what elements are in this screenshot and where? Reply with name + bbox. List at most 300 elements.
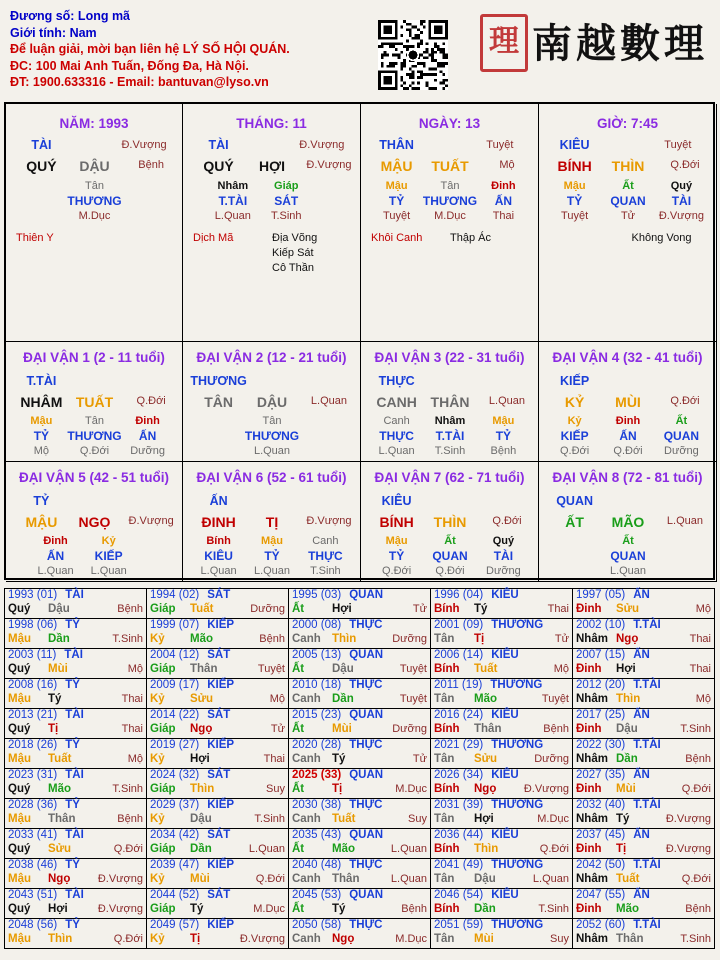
dai-van-stem: TÂN bbox=[204, 394, 233, 410]
year-cell bbox=[573, 589, 715, 619]
year-ten-god: THƯƠNG bbox=[491, 619, 544, 631]
year-label: 2020 (28) bbox=[292, 739, 342, 751]
year-ten-god: THƯƠNG bbox=[491, 799, 544, 811]
year-cell bbox=[5, 919, 147, 949]
year-label: 2044 (52) bbox=[150, 889, 200, 901]
year-phase: Dưỡng bbox=[534, 753, 569, 765]
year-stem: Giáp bbox=[150, 843, 176, 855]
year-ten-god: TÀI bbox=[65, 589, 84, 601]
year-phase: L.Quan bbox=[532, 873, 569, 885]
hidden-ten-god: KIÊU bbox=[204, 549, 233, 563]
year-cell bbox=[147, 769, 289, 799]
year-cell bbox=[431, 589, 573, 619]
year-label: 2043 (51) bbox=[8, 889, 58, 901]
year-branch: Hợi bbox=[48, 903, 68, 915]
year-phase: Mộ bbox=[269, 693, 285, 705]
year-branch: Dần bbox=[190, 843, 212, 855]
hidden-ten-god: ẤN bbox=[494, 194, 513, 208]
year-stem: Ất bbox=[292, 663, 305, 675]
year-phase: Mộ bbox=[553, 663, 569, 675]
year-branch: Mão bbox=[474, 693, 497, 705]
year-cell bbox=[573, 889, 715, 919]
hidden-phase: Tuyệt bbox=[383, 210, 411, 222]
year-cell bbox=[431, 619, 573, 649]
hidden-phase: L.Quan bbox=[90, 565, 127, 577]
year-cell bbox=[573, 859, 715, 889]
year-label: 2017 (25) bbox=[576, 709, 626, 721]
year-stem: Quý bbox=[8, 663, 31, 675]
hidden-phase: T.Sinh bbox=[310, 565, 341, 577]
year-label: 2030 (38) bbox=[292, 799, 342, 811]
year-branch: Mùi bbox=[616, 783, 636, 795]
year-phase: L.Quan bbox=[248, 843, 285, 855]
year-stem: Ất bbox=[292, 843, 305, 855]
hidden-ten-god: TÀI bbox=[493, 549, 514, 563]
year-cell bbox=[147, 589, 289, 619]
year-ten-god: T.TÀI bbox=[633, 919, 661, 931]
year-cell bbox=[147, 829, 289, 859]
year-branch: Mão bbox=[190, 633, 213, 645]
table-row bbox=[5, 859, 715, 889]
table-row bbox=[5, 919, 715, 949]
dai-van-branch: TUẤT bbox=[75, 394, 114, 410]
year-phase: Dưỡng bbox=[392, 723, 427, 735]
year-ten-god: QUAN bbox=[349, 889, 384, 901]
year-stem: Kỷ bbox=[150, 813, 165, 825]
year-label: 2006 (14) bbox=[434, 649, 484, 661]
gender: Giới tính: Nam bbox=[10, 25, 97, 40]
dai-van-cell bbox=[539, 462, 717, 582]
year-ten-god: ẤN bbox=[633, 589, 650, 601]
dai-van-phase: L.Quan bbox=[666, 515, 703, 527]
pillar-title: THÁNG: 11 bbox=[236, 116, 307, 131]
dai-van-ten-god: KIẾP bbox=[560, 374, 590, 388]
year-ten-god: THƯƠNG bbox=[490, 679, 543, 691]
year-stem: Quý bbox=[8, 603, 31, 615]
year-phase: Q.Đới bbox=[113, 843, 143, 855]
hidden-stem: Tân bbox=[440, 180, 460, 192]
year-cell bbox=[5, 649, 147, 679]
year-ten-god: THỰC bbox=[349, 619, 383, 631]
year-branch: Mùi bbox=[474, 933, 494, 945]
dai-van-phase: Q.Đới bbox=[492, 515, 522, 527]
year-phase: Q.Đới bbox=[539, 843, 569, 855]
year-ten-god: T.TÀI bbox=[633, 679, 661, 691]
year-stem: Tân bbox=[434, 873, 455, 885]
year-stem: Kỷ bbox=[150, 693, 165, 705]
year-ten-god: SÁT bbox=[207, 829, 231, 841]
year-ten-god: TÀI bbox=[65, 889, 84, 901]
dai-van-phase: L.Quan bbox=[488, 395, 525, 407]
year-label: 2042 (50) bbox=[576, 859, 626, 871]
year-label: 2018 (26) bbox=[8, 739, 58, 751]
year-cell bbox=[147, 919, 289, 949]
hidden-phase: L.Quan bbox=[37, 565, 74, 577]
year-label: 2009 (17) bbox=[150, 679, 200, 691]
year-phase: Tử bbox=[554, 633, 569, 645]
hidden-ten-god: THƯƠNG bbox=[67, 194, 122, 208]
contact-line: Để luận giải, mời bạn liên hệ LÝ SỐ HỘI QUÁN. bbox=[10, 42, 290, 56]
year-phase: Suy bbox=[408, 813, 427, 825]
pillar-growth-stage: Mộ bbox=[499, 159, 515, 171]
year-cell bbox=[289, 859, 431, 889]
year-branch: Tý bbox=[190, 903, 204, 915]
dai-van-cell bbox=[361, 342, 539, 462]
year-ten-god: TÀI bbox=[64, 649, 83, 661]
hidden-stem: Giáp bbox=[274, 180, 299, 192]
year-stem: Canh bbox=[292, 633, 321, 645]
hidden-phase: Thai bbox=[492, 210, 515, 222]
year-stem: Kỷ bbox=[150, 873, 165, 885]
star-right: Kiếp Sát bbox=[272, 247, 314, 259]
year-ten-god: TỶ bbox=[65, 919, 80, 931]
year-ten-god: KIẾP bbox=[207, 619, 235, 631]
year-stem: Nhâm bbox=[576, 633, 608, 645]
year-cell bbox=[573, 829, 715, 859]
hidden-ten-god: THỰC bbox=[379, 429, 414, 443]
dai-van-ten-god: QUAN bbox=[556, 494, 593, 508]
year-phase: Bệnh bbox=[117, 813, 143, 825]
hidden-stem: Nhâm bbox=[217, 180, 249, 192]
dai-van-title: ĐẠI VẬN 1 (2 - 11 tuổi) bbox=[23, 350, 165, 365]
dai-van-branch: TỊ bbox=[265, 514, 279, 530]
hidden-stem: Mậu bbox=[563, 180, 586, 192]
year-phase: Dưỡng bbox=[392, 633, 427, 645]
hidden-stem: Kỷ bbox=[101, 535, 116, 547]
pillar-growth-stage: Q.Đới bbox=[670, 159, 700, 171]
year-phase: Mộ bbox=[127, 753, 143, 765]
year-label: 1998 (06) bbox=[8, 619, 58, 631]
hidden-ten-god: TÀI bbox=[671, 194, 692, 208]
year-cell bbox=[431, 649, 573, 679]
year-label: 2008 (16) bbox=[8, 679, 58, 691]
table-row bbox=[5, 739, 715, 769]
year-label: 2033 (41) bbox=[8, 829, 58, 841]
year-phase: Tử bbox=[270, 723, 285, 735]
hidden-phase: Đ.Vượng bbox=[658, 210, 704, 222]
address-line: ĐC: 100 Mai Anh Tuấn, Đống Đa, Hà Nội. bbox=[10, 58, 249, 73]
dai-van-title: ĐẠI VẬN 6 (52 - 61 tuổi) bbox=[196, 470, 347, 485]
year-label: 1994 (02) bbox=[150, 589, 200, 601]
year-branch: Mùi bbox=[332, 723, 352, 735]
hidden-phase: Dưỡng bbox=[486, 565, 521, 577]
hidden-stem: Canh bbox=[312, 535, 339, 547]
year-stem: Tân bbox=[434, 753, 455, 765]
year-cell bbox=[289, 709, 431, 739]
year-stem: Nhâm bbox=[576, 753, 608, 765]
dai-van-cell bbox=[539, 342, 717, 462]
year-cell bbox=[5, 709, 147, 739]
year-branch: Sửu bbox=[190, 693, 214, 705]
year-ten-god: QUAN bbox=[349, 589, 384, 601]
year-branch: Thân bbox=[616, 933, 644, 945]
hidden-phase: Tuyệt bbox=[561, 210, 589, 222]
year-phase: Thai bbox=[121, 693, 143, 705]
year-label: 2039 (47) bbox=[150, 859, 200, 871]
dai-van-title: ĐẠI VẬN 7 (62 - 71 tuổi) bbox=[374, 470, 525, 485]
dai-van-title: ĐẠI VẬN 8 (72 - 81 tuổi) bbox=[552, 470, 703, 485]
year-branch: Mão bbox=[616, 903, 639, 915]
year-ten-god: SÁT bbox=[207, 709, 231, 721]
table-row bbox=[5, 679, 715, 709]
year-phase: Q.Đới bbox=[681, 873, 711, 885]
year-cell bbox=[289, 769, 431, 799]
year-ten-god: THỰC bbox=[349, 859, 383, 871]
year-label: 2037 (45) bbox=[576, 829, 626, 841]
year-branch: Tị bbox=[48, 723, 59, 735]
year-phase: M.Dục bbox=[253, 903, 285, 915]
year-stem: Ất bbox=[292, 783, 305, 795]
owner-name: Đương số: Long mã bbox=[10, 9, 131, 23]
year-stem: Tân bbox=[434, 633, 455, 645]
year-ten-god: T.TÀI bbox=[633, 799, 661, 811]
year-stem: Đinh bbox=[576, 723, 602, 735]
year-cell bbox=[289, 799, 431, 829]
year-branch: Thìn bbox=[474, 843, 499, 855]
pillar-growth-stage: Bệnh bbox=[138, 159, 164, 171]
pillar-stem-phase: Đ.Vượng bbox=[299, 139, 345, 151]
year-label: 2011 (19) bbox=[434, 679, 483, 691]
pillar-title: GIỜ: 7:45 bbox=[596, 116, 659, 131]
year-ten-god: THƯƠNG bbox=[491, 739, 544, 751]
year-stem: Giáp bbox=[150, 783, 176, 795]
year-phase: T.Sinh bbox=[680, 723, 711, 735]
hidden-stem: Quý bbox=[670, 180, 693, 192]
pillar-stem-phase: Đ.Vượng bbox=[121, 139, 167, 151]
year-label: 2048 (56) bbox=[8, 919, 58, 931]
hidden-stem: Canh bbox=[383, 415, 410, 427]
hidden-stem: Mậu bbox=[385, 535, 408, 547]
hidden-phase: Dưỡng bbox=[664, 445, 699, 457]
year-label: 2032 (40) bbox=[576, 799, 626, 811]
year-stem: Mậu bbox=[8, 753, 31, 765]
year-phase: Thai bbox=[547, 603, 569, 615]
year-phase: T.Sinh bbox=[254, 813, 285, 825]
hidden-stem: Đinh bbox=[491, 180, 516, 192]
year-ten-god: TỶ bbox=[65, 799, 80, 811]
year-stem: Đinh bbox=[576, 603, 602, 615]
year-label: 2038 (46) bbox=[8, 859, 58, 871]
year-branch: Thìn bbox=[332, 633, 357, 645]
year-ten-god: KIÊU bbox=[491, 589, 519, 601]
table-row bbox=[5, 619, 715, 649]
hidden-ten-god: QUAN bbox=[610, 549, 646, 563]
star-right: Không Vong bbox=[631, 232, 692, 244]
year-ten-god: SÁT bbox=[207, 589, 231, 601]
dai-van-branch: DẬU bbox=[256, 394, 288, 410]
year-cell bbox=[5, 769, 147, 799]
hidden-stem: Ất bbox=[622, 180, 634, 192]
year-phase: Bệnh bbox=[543, 723, 569, 735]
year-ten-god: QUAN bbox=[349, 769, 384, 781]
year-phase: M.Dục bbox=[537, 813, 569, 825]
year-branch: Dậu bbox=[190, 813, 212, 825]
star-left: Dịch Mã bbox=[193, 232, 234, 244]
year-branch: Ngọ bbox=[474, 783, 497, 795]
hidden-phase: Q.Đới bbox=[79, 445, 110, 457]
year-label: 2002 (10) bbox=[576, 619, 626, 631]
year-cell bbox=[5, 889, 147, 919]
chart-grid bbox=[4, 102, 715, 580]
year-phase: T.Sinh bbox=[680, 933, 711, 945]
hidden-ten-god: TỶ bbox=[388, 194, 405, 208]
dai-van-branch: MÃO bbox=[611, 514, 645, 530]
hidden-ten-god: T.TÀI bbox=[218, 194, 248, 208]
pillar-heavenly-stem: MẬU bbox=[380, 158, 413, 174]
year-ten-god: ẤN bbox=[633, 829, 650, 841]
hidden-stem: Đinh bbox=[43, 535, 68, 547]
year-label: 1996 (04) bbox=[434, 589, 484, 601]
year-cell bbox=[147, 709, 289, 739]
hidden-stem: Tân bbox=[85, 415, 104, 427]
year-label: 1999 (07) bbox=[150, 619, 200, 631]
year-ten-god: THƯƠNG bbox=[491, 859, 544, 871]
year-cell bbox=[431, 919, 573, 949]
year-cell bbox=[5, 589, 147, 619]
year-stem: Giáp bbox=[150, 903, 176, 915]
year-cell bbox=[431, 679, 573, 709]
pillar-heavenly-stem: QUÝ bbox=[203, 158, 234, 174]
hidden-ten-god: TỶ bbox=[495, 429, 512, 443]
year-stem: Bính bbox=[434, 663, 460, 675]
year-stem: Bính bbox=[434, 903, 460, 915]
year-label: 2003 (11) bbox=[8, 649, 57, 661]
star-left: Khôi Canh bbox=[371, 232, 423, 244]
year-branch: Tuất bbox=[190, 603, 214, 615]
year-phase: M.Dục bbox=[395, 933, 427, 945]
dai-van-ten-god: T.TÀI bbox=[26, 374, 57, 388]
year-label: 2015 (23) bbox=[292, 709, 342, 721]
hidden-phase: T.Sinh bbox=[270, 210, 302, 222]
hidden-stem: Tân bbox=[85, 180, 104, 192]
year-stem: Quý bbox=[8, 723, 31, 735]
year-branch: Dậu bbox=[48, 603, 70, 615]
hidden-ten-god: QUAN bbox=[610, 194, 646, 208]
year-label: 2052 (60) bbox=[576, 919, 626, 931]
year-label: 2047 (55) bbox=[576, 889, 626, 901]
year-ten-god: ẤN bbox=[633, 889, 650, 901]
year-phase: Bệnh bbox=[401, 903, 427, 915]
year-ten-god: T.TÀI bbox=[633, 739, 661, 751]
year-branch: Thân bbox=[48, 813, 76, 825]
year-branch: Ngọ bbox=[48, 873, 71, 885]
hidden-ten-god: QUAN bbox=[663, 429, 700, 443]
year-stem: Bính bbox=[434, 783, 460, 795]
year-branch: Dậu bbox=[474, 873, 496, 885]
year-stem: Quý bbox=[8, 903, 31, 915]
table-row bbox=[5, 829, 715, 859]
year-cell bbox=[5, 679, 147, 709]
hidden-phase: Tử bbox=[620, 210, 636, 222]
year-phase: L.Quan bbox=[390, 873, 427, 885]
hidden-phase: L.Quan bbox=[253, 565, 291, 577]
year-cell bbox=[147, 889, 289, 919]
year-ten-god: ẤN bbox=[633, 769, 650, 781]
year-phase: Thai bbox=[689, 663, 711, 675]
qr-code-icon[interactable] bbox=[378, 20, 448, 90]
year-branch: Dần bbox=[474, 903, 496, 915]
year-ten-god: THỰC bbox=[349, 799, 383, 811]
year-ten-god: KIÊU bbox=[491, 769, 519, 781]
dai-van-phase: Q.Đới bbox=[136, 395, 166, 407]
year-branch: Thìn bbox=[616, 693, 641, 705]
hidden-stem: Mậu bbox=[261, 535, 283, 547]
year-label: 2012 (20) bbox=[576, 679, 626, 691]
hidden-ten-god: QUAN bbox=[432, 549, 468, 563]
year-branch: Tuất bbox=[616, 873, 640, 885]
year-phase: Tuyệt bbox=[257, 663, 285, 675]
year-phase: Suy bbox=[550, 933, 569, 945]
hidden-stem: Ất bbox=[622, 535, 634, 547]
year-phase: Q.Đới bbox=[255, 873, 285, 885]
annual-luck-table bbox=[4, 588, 715, 949]
year-stem: Giáp bbox=[150, 723, 176, 735]
year-label: 2040 (48) bbox=[292, 859, 342, 871]
year-stem: Kỷ bbox=[150, 753, 165, 765]
year-branch: Sửu bbox=[474, 753, 498, 765]
table-row bbox=[5, 589, 715, 619]
year-stem: Đinh bbox=[576, 903, 602, 915]
year-label: 2046 (54) bbox=[434, 889, 484, 901]
dai-van-phase: L.Quan bbox=[310, 395, 347, 407]
year-cell bbox=[147, 619, 289, 649]
year-ten-god: QUAN bbox=[349, 829, 384, 841]
pillar-stem-phase: Tuyệt bbox=[486, 139, 514, 151]
year-branch: Tý bbox=[474, 603, 488, 615]
hidden-ten-god: KIẾP bbox=[94, 549, 123, 563]
year-stem: Bính bbox=[434, 843, 460, 855]
pillar-earthly-branch: DẬU bbox=[79, 158, 110, 174]
year-stem: Canh bbox=[292, 873, 321, 885]
hidden-stem: Ất bbox=[675, 415, 688, 427]
year-stem: Ất bbox=[292, 603, 305, 615]
pillar-heavenly-stem: QUÝ bbox=[26, 158, 57, 174]
year-branch: Tuất bbox=[474, 663, 498, 675]
year-stem: Kỷ bbox=[150, 933, 165, 945]
year-stem: Nhâm bbox=[576, 813, 608, 825]
dai-van-stem: BÍNH bbox=[379, 514, 414, 530]
pillar-cell bbox=[539, 104, 717, 342]
year-cell bbox=[573, 619, 715, 649]
year-ten-god: KIẾP bbox=[207, 859, 235, 871]
year-label: 2005 (13) bbox=[292, 649, 342, 661]
year-branch: Ngọ bbox=[190, 723, 213, 735]
year-cell bbox=[147, 679, 289, 709]
dai-van-ten-god: TỶ bbox=[33, 494, 50, 508]
year-cell bbox=[5, 799, 147, 829]
year-phase: Bệnh bbox=[685, 753, 711, 765]
dai-van-stem: CANH bbox=[376, 394, 417, 410]
hidden-stem: Mậu bbox=[492, 415, 515, 427]
hidden-stem: Kỷ bbox=[567, 415, 582, 427]
hidden-ten-god: TỶ bbox=[33, 429, 50, 443]
table-row bbox=[5, 889, 715, 919]
year-stem: Mậu bbox=[8, 933, 31, 945]
year-stem: Mậu bbox=[8, 873, 31, 885]
year-cell bbox=[147, 649, 289, 679]
year-ten-god: KIẾP bbox=[207, 739, 235, 751]
dai-van-ten-god: THỰC bbox=[378, 374, 415, 388]
year-cell bbox=[431, 829, 573, 859]
dai-van-branch: MÙI bbox=[615, 394, 641, 410]
year-stem: Kỷ bbox=[150, 633, 165, 645]
hidden-phase: Bệnh bbox=[490, 445, 517, 457]
year-label: 2029 (37) bbox=[150, 799, 200, 811]
year-phase: Thai bbox=[689, 633, 711, 645]
hidden-ten-god: ẤN bbox=[46, 549, 65, 563]
dai-van-cell bbox=[361, 462, 539, 582]
year-phase: Tuyệt bbox=[399, 693, 427, 705]
